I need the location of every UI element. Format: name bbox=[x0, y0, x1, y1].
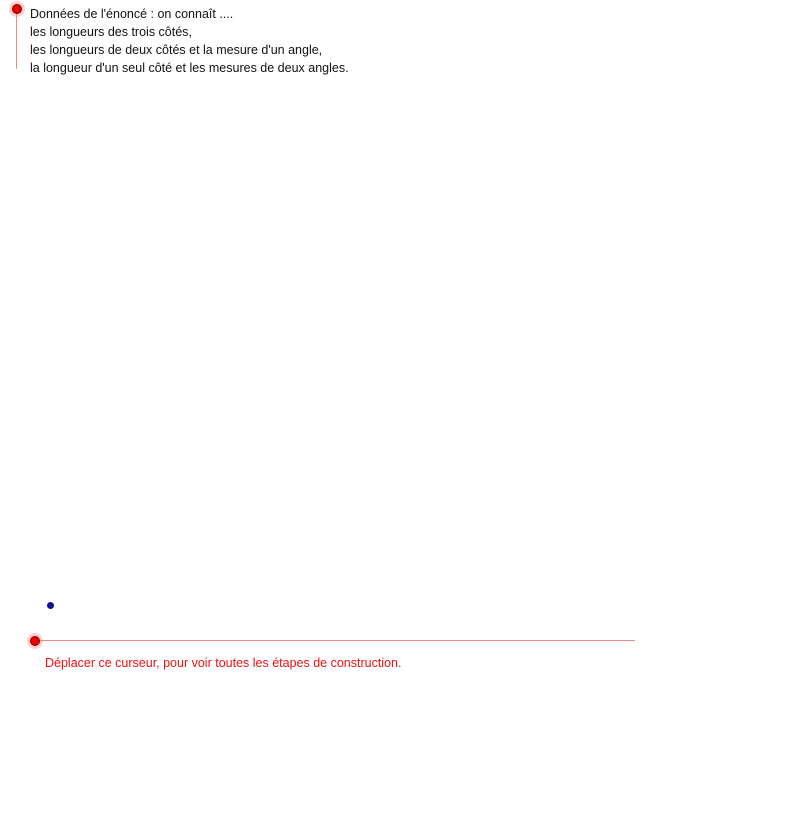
construction-slider-handle[interactable] bbox=[27, 633, 43, 649]
statement-heading: Données de l'énoncé : on connaît .... bbox=[30, 7, 234, 21]
construction-slider-hint: Déplacer ce curseur, pour voir toutes les étapes de construction. bbox=[45, 656, 402, 670]
statement-option-two-sides-one-angle: les longueurs de deux côtés et la mesure d'un angle, bbox=[30, 43, 323, 57]
statement-slider-track[interactable] bbox=[16, 9, 17, 69]
statement-option-three-sides: les longueurs des trois côtés, bbox=[30, 25, 192, 39]
statement-options bbox=[30, 5, 349, 77]
statement-slider-handle[interactable] bbox=[9, 1, 25, 17]
statement-option-one-side-two-angles: la longueur d'un seul côté et les mesures de deux angles. bbox=[30, 61, 349, 75]
blue-point[interactable] bbox=[47, 602, 54, 609]
construction-slider-track[interactable] bbox=[35, 640, 635, 641]
